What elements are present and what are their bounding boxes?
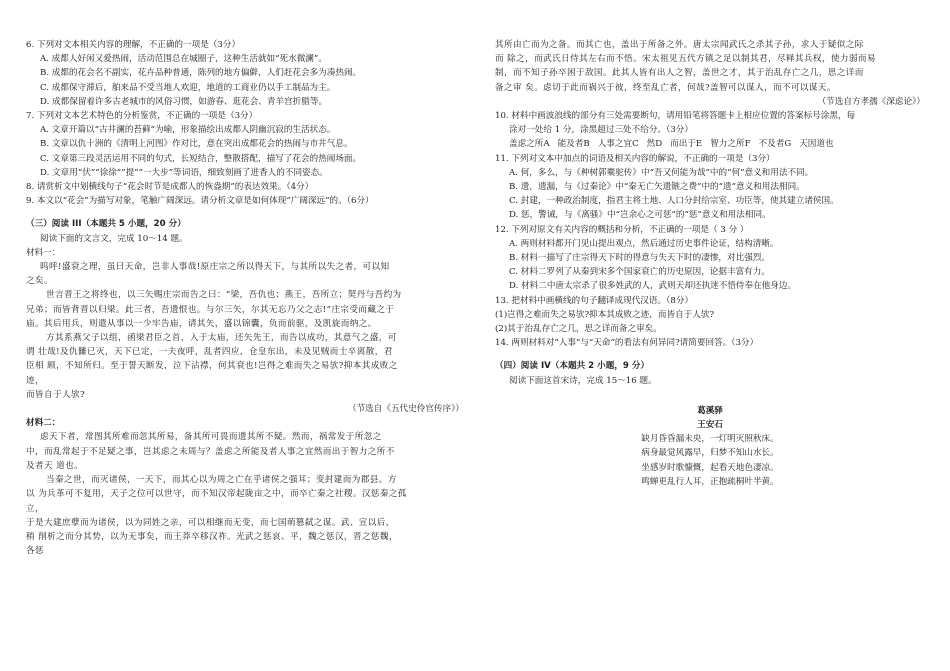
material-1-line: 臣相 顾，不知所归。至于誓天断发，泣下沾襟，何其衰也!岂得之难而失之易欤?抑本其成败之	[26, 361, 398, 372]
material-2-line: 其所由亡而为之备。而其亡也，盖出于所备之外。唐太宗闻武氏之杀其子孙，求人于疑似之际	[495, 40, 864, 50]
q12-option-a: A. 两则材料都开门见山提出观点，然后通过历史事件论证，结构清晰。	[509, 238, 779, 249]
material-1-line: 迹，	[26, 375, 44, 386]
q10-segment: 天因道也	[799, 139, 834, 150]
material-2-line: 制，而不知子孙卒困于敌国。此其人皆有出人之智，盖世之才，其于治乱存亡之几，思之详而	[495, 68, 864, 79]
material-2-line: 各惩	[26, 546, 44, 557]
material-2-label: 材料二：	[26, 418, 61, 429]
material-1-line: 兄弟；而皆背晋以归梁。此三者，吾遗恨也。与尔三矢，尔其无忘乃父之志!”庄宗受而藏之于	[26, 304, 395, 315]
q6-option-c: C. 成都保守滞后，舶来品不受当地人欢迎，地道的工商业仍以手工制品为主。	[40, 82, 336, 93]
section-3-title: （三）阅读 III（本题共 5 小题，20 分）	[26, 219, 186, 230]
material-1-line: 而皆自于人欤?	[26, 389, 85, 400]
question-8: 8. 请赏析文中划横线句子“花会时节是成都人的恢盎期”的表达效果。（4分）	[26, 182, 314, 193]
q12-option-d: D. 材料二中唐太宗杀了很多姓武的人，武则天却还执迷不悟侍奉在他身边。	[509, 281, 797, 292]
poem-line: 坐感岁时歌慷慨，起看天地色凄凉。	[641, 462, 779, 473]
q6-option-d: D. 成都保留着许多古老城市的风俗习惯，如游春、逛花会、青羊宫折腊等。	[40, 96, 328, 107]
question-13: 13. 把材料中画横线的句子翻译成现代汉语。（8分）	[495, 295, 694, 306]
poem	[495, 404, 925, 489]
poem-author: 王安石	[697, 420, 723, 431]
material-1-line: 之矣。	[26, 276, 53, 287]
material-1-text	[26, 260, 464, 402]
q12-option-b: B. 材料一描写了庄宗得天下时的得意与失天下时的凄惨，对比强烈。	[509, 253, 770, 264]
q10-segment: 盖虑之所A	[509, 139, 550, 150]
material-2-line: 以 为兵革可不复用，天子之位可以世守，而不知汉帝起陇亩之中，而卒亡秦之社稷。汉惩秦之孤	[26, 489, 407, 500]
material-2-line: 立，	[26, 503, 44, 514]
material-2-continued	[495, 38, 925, 95]
q12-option-c: C. 材料二罗列了从秦到宋多个国家衰亡的历史原因，论据丰富有力。	[509, 267, 770, 278]
q6-option-a: A. 成都人好闲又爱热闹，活动范围总在城圈子，这种生活就如“死水微澜”。	[40, 54, 327, 65]
material-2-line: 稍 削析之而分其势，以为无事矣，而王莽卒移汉祚。光武之惩哀、平，魏之惩汉，晋之惩魏，	[26, 531, 398, 542]
q11-option-b: B. 遗，遗漏，与《过秦论》中“秦无亡矢遗镞之费”中的“遗”意义和用法相同。	[509, 182, 805, 193]
question-11: 11. 下列对文本中加点的词语及相关内容的解说，不正确的一项是（3分）	[495, 153, 775, 164]
section-3-intro: 阅读下面的文言文，完成 10～14 题。	[40, 233, 188, 244]
q11-option-d: D. 惩，警诫，与《离骚》中“岂余心之可惩”的“惩”意义和用法相同。	[509, 210, 771, 221]
right-column	[495, 38, 925, 489]
q10-segment: 然D	[646, 139, 663, 150]
material-1-source: （节选自《五代史伶官传序》）	[347, 404, 464, 415]
material-1-line: 庙。其后用兵，则遣从事以一少牢告庙，请其矢，盛以锦囊，负而前驱，及凯旋而纳之。	[26, 318, 377, 329]
material-1-line: 呜呼!盛衰之理，虽曰天命，岂非人事哉!原庄宗之所以得天下，与其所以失之者，可以知	[40, 262, 390, 273]
material-2-line: 当秦之世，而灭诸侯，一天下，而其心以为周之亡在乎诸侯之强耳；变封建而为郡县。方	[46, 475, 397, 486]
q11-option-c: C. 封建，一种政治制度，指君主将土地、人口分封给宗室、功臣等，使其建立诸侯国。	[509, 196, 839, 207]
poem-line: 缺月昏昏漏未央，一灯明灭照秋床。	[641, 434, 779, 445]
question-12: 12. 下列对原文有关内容的概括和分析，不正确的一项是（ 3 分 ）	[495, 224, 749, 235]
q13-part-1: (1)岂得之难而失之易欤?抑本其成败之迹，而皆自于人欤?	[495, 309, 715, 320]
q7-option-b: B. 文章以仇十洲的《清明上河图》作对比，意在突出成都花会的热闹与市井气息。	[40, 139, 353, 150]
material-2-source: （节选自方孝孺《深虑论》）	[817, 96, 925, 107]
q10-segment: 不及者G	[758, 139, 792, 150]
poem-line: 鸣蝉更乱行人耳，正抱疏桐叶半黄。	[641, 476, 779, 487]
question-7: 7. 下列对文本艺术特色的分析鉴赏，不正确的一项是（3分）	[26, 111, 258, 122]
poem-line: 病身最觉风露早，归梦不知山水长。	[641, 448, 779, 459]
q7-option-d: D. 文章用“伏”“徐徐”“提”“一大步”等词语，细致刻画了进香人的不同姿态。	[40, 167, 328, 178]
q11-option-a: A. 何，多么，与《种树郭橐驼传》中“吾又何能为哉”中的“何”意义和用法不同。	[509, 167, 814, 178]
question-6: 6. 下列对文本相关内容的理解，不正确的一项是（3分）	[26, 40, 241, 50]
section-4-title: （四）阅读 IV（本题共 2 小题，9 分）	[495, 361, 650, 372]
material-2-line: 中，而乱常起于不足疑之事，岂其虑之未周与？盖虑之所能及者人事之宜然而出于智力之所不	[26, 446, 395, 457]
material-2-line: 及者天 道也。	[26, 460, 84, 471]
q10-segment: 人事之宜C	[597, 139, 639, 150]
material-1-line: 谓 壮哉!及仇雠已灭，天下已定，一夫夜呼，乱者四应，仓皇东出，未及见贼而士卒离散，君	[26, 347, 393, 358]
question-9: 9. 本文以“花会”为描写对象，笔触广阔深远。请分析文章是如何体现“广阔深远”的。（6分）	[26, 196, 374, 207]
material-2-text	[26, 430, 464, 558]
material-2-line: 于是大建庶孽而为诸侯，以为同姓之亲，可以相继而无变，而七国萌篡弑之谋。武、宣以后，	[26, 517, 395, 528]
q10-segment: 能及者B	[557, 139, 590, 150]
left-column	[26, 38, 464, 558]
material-1-line: 世言晋王之将终也，以三矢赐庄宗而告之曰：“梁，吾仇也；燕王，吾所立；契丹与吾约为	[46, 290, 402, 301]
section-4-intro: 阅读下面这首宋诗，完成 15～16 题。	[509, 375, 657, 386]
material-1-line: 方其系燕父子以组，函梁君臣之首，入于太庙，还矢先王，而告以成功，其意气之盛，可	[46, 333, 397, 344]
q10-segment: 而出于E	[670, 139, 703, 150]
poem-title: 葛溪驿	[697, 405, 723, 416]
question-14: 14. 两则材料对“人事”与“天命”的看法有何异同?请简要回答。（3分）	[495, 338, 759, 349]
material-2-line: 而 除之，而武氏日侍其左右而不悟。宋太祖见五代方镇之足以制其君，尽释其兵权，使力弱而易	[495, 54, 876, 65]
q7-option-a: A. 文章开篇以“古井澜的苔藓”为喻，形象描绘出成都人阴幽沉寂的生活状态。	[40, 125, 336, 136]
question-10-cont: 涂对一处给 1 分，涂黑超过三处不给分。（3分）	[509, 125, 693, 136]
q7-option-c: C. 文章第三段灵活运用不同的句式，长短结合，整散搭配，描写了花会的热闹场面。	[40, 153, 362, 164]
q13-part-2: (2)其于治乱存亡之几，思之详而备之审矣。	[495, 324, 662, 335]
q6-option-b: B. 成都的花会名不副实，花卉品种普通，陈列的地方偏僻，人们赶花会多为凑热闹。	[40, 68, 362, 79]
material-1-label: 材料一：	[26, 247, 61, 258]
material-2-line: 备之审 矣。虑切于此而祸兴于彼，终至乱亡者，何哉?盖智可以谋人，而不可以谋天。	[495, 82, 836, 93]
q10-segment: 智力之所F	[710, 139, 751, 150]
question-10: 10. 材料中画波浪线的部分有三处需要断句，请用铅笔将答题卡上相应位置的答案标号涂黑，每	[495, 111, 856, 122]
question-10-options	[495, 137, 925, 151]
material-2-line: 虑天下者，常图其所难而忽其所易，备其所可畏而遗其所不疑。然而，祸常发于所忽之	[40, 432, 382, 443]
